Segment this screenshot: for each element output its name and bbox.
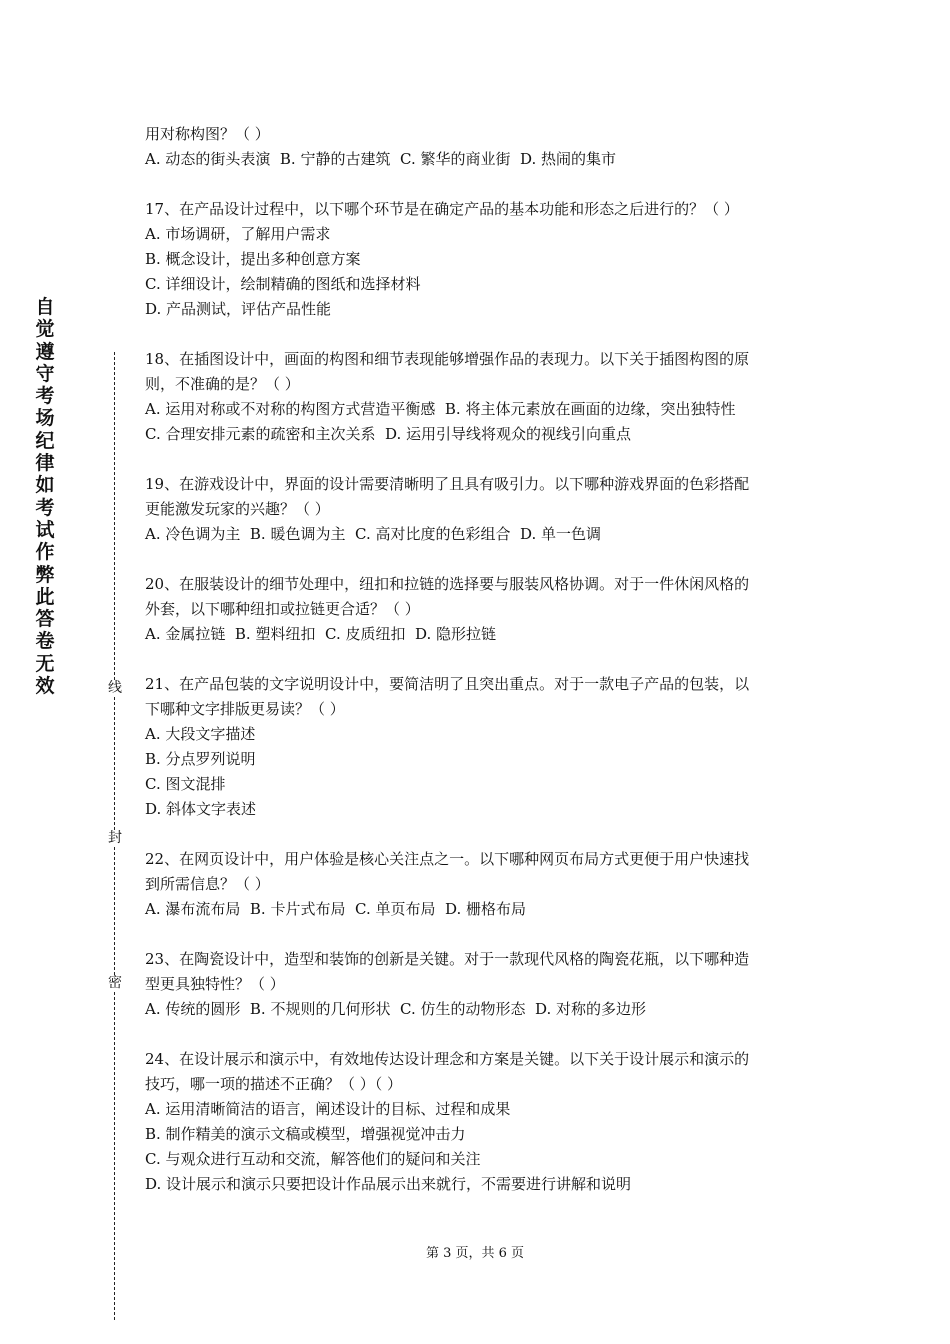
question-block <box>145 1047 810 1197</box>
answer-option: A. 运用对称或不对称的构图方式营造平衡感 B. 将主体元素放在画面的边缘，突出独特性 <box>145 400 736 418</box>
binding-mark-xian: 线 <box>108 680 122 696</box>
answer-option: B. 分点罗列说明 <box>145 750 256 768</box>
question-block <box>145 672 810 822</box>
question-stem: 24、在设计展示和演示中，有效地传达设计理念和方案是关键。以下关于设计展示和演示的 <box>145 1050 750 1068</box>
question-stem: 20、在服装设计的细节处理中，纽扣和拉链的选择要与服装风格协调。对于一件休闲风格的 <box>145 575 750 593</box>
question-stem: 用对称构图？（ ） <box>145 125 270 143</box>
question-stem: 到所需信息？（ ） <box>145 875 270 893</box>
question-stem: 下哪种文字排版更易读？（ ） <box>145 700 345 718</box>
question-stem: 则，不准确的是？（ ） <box>145 375 300 393</box>
answer-option: C. 图文混排 <box>145 775 226 793</box>
question-block <box>145 847 810 922</box>
answer-option: C. 详细设计，绘制精确的图纸和选择材料 <box>145 275 421 293</box>
answer-option: D. 斜体文字表述 <box>145 800 257 818</box>
question-stem: 19、在游戏设计中，界面的设计需要清晰明了且具有吸引力。以下哪种游戏界面的色彩搭配 <box>145 475 750 493</box>
binding-mark-feng: 封 <box>108 830 122 846</box>
question-stem: 外套，以下哪种纽扣或拉链更合适？（ ） <box>145 600 420 618</box>
question-stem: 21、在产品包装的文字说明设计中，要简洁明了且突出重点。对于一款电子产品的包装，以 <box>145 675 750 693</box>
answer-option: D. 产品测试，评估产品性能 <box>145 300 332 318</box>
question-block <box>145 197 810 322</box>
answer-option: A. 金属拉链 B. 塑料纽扣 C. 皮质纽扣 D. 隐形拉链 <box>145 625 497 643</box>
answer-option: A. 动态的街头表演 B. 宁静的古建筑 C. 繁华的商业街 D. 热闹的集市 <box>145 150 617 168</box>
answer-option: C. 合理安排元素的疏密和主次关系 D. 运用引导线将观众的视线引向重点 <box>145 425 632 443</box>
question-block <box>145 572 810 647</box>
exam-discipline-notice: 自觉遵守考场纪律如考试作弊此答卷无效 <box>35 296 55 698</box>
question-stem: 18、在插图设计中，画面的构图和细节表现能够增强作品的表现力。以下关于插图构图的原 <box>145 350 750 368</box>
question-stem: 23、在陶瓷设计中，造型和装饰的创新是关键。对于一款现代风格的陶瓷花瓶，以下哪种造 <box>145 950 750 968</box>
question-block <box>145 347 810 447</box>
question-list <box>145 122 810 1222</box>
answer-option: B. 概念设计，提出多种创意方案 <box>145 250 361 268</box>
page-footer: 第 3 页，共 6 页 <box>425 1246 525 1261</box>
answer-option: A. 冷色调为主 B. 暖色调为主 C. 高对比度的色彩组合 D. 单一色调 <box>145 525 602 543</box>
binding-line <box>107 352 123 1320</box>
question-stem: 更能激发玩家的兴趣？（ ） <box>145 500 330 518</box>
answer-option: C. 与观众进行互动和交流，解答他们的疑问和关注 <box>145 1150 481 1168</box>
answer-option: D. 设计展示和演示只要把设计作品展示出来就行，不需要进行讲解和说明 <box>145 1175 632 1193</box>
question-block <box>145 947 810 1022</box>
answer-option: A. 运用清晰简洁的语言，阐述设计的目标、过程和成果 <box>145 1100 511 1118</box>
answer-option: A. 瀑布流布局 B. 卡片式布局 C. 单页布局 D. 栅格布局 <box>145 900 527 918</box>
question-stem: 17、在产品设计过程中，以下哪个环节是在确定产品的基本功能和形态之后进行的？（ ） <box>145 200 739 218</box>
question-stem: 型更具独特性？（ ） <box>145 975 285 993</box>
answer-option: B. 制作精美的演示文稿或模型，增强视觉冲击力 <box>145 1125 466 1143</box>
answer-option: A. 传统的圆形 B. 不规则的几何形状 C. 仿生的动物形态 D. 对称的多边形 <box>145 1000 647 1018</box>
question-stem: 技巧，哪一项的描述不正确？（ ）（ ） <box>145 1075 403 1093</box>
question-stem: 22、在网页设计中，用户体验是核心关注点之一。以下哪种网页布局方式更便于用户快速找 <box>145 850 750 868</box>
answer-option: A. 市场调研，了解用户需求 <box>145 225 331 243</box>
question-block <box>145 472 810 547</box>
answer-option: A. 大段文字描述 <box>145 725 256 743</box>
question-block <box>145 122 810 172</box>
binding-mark-mi: 密 <box>108 975 122 991</box>
